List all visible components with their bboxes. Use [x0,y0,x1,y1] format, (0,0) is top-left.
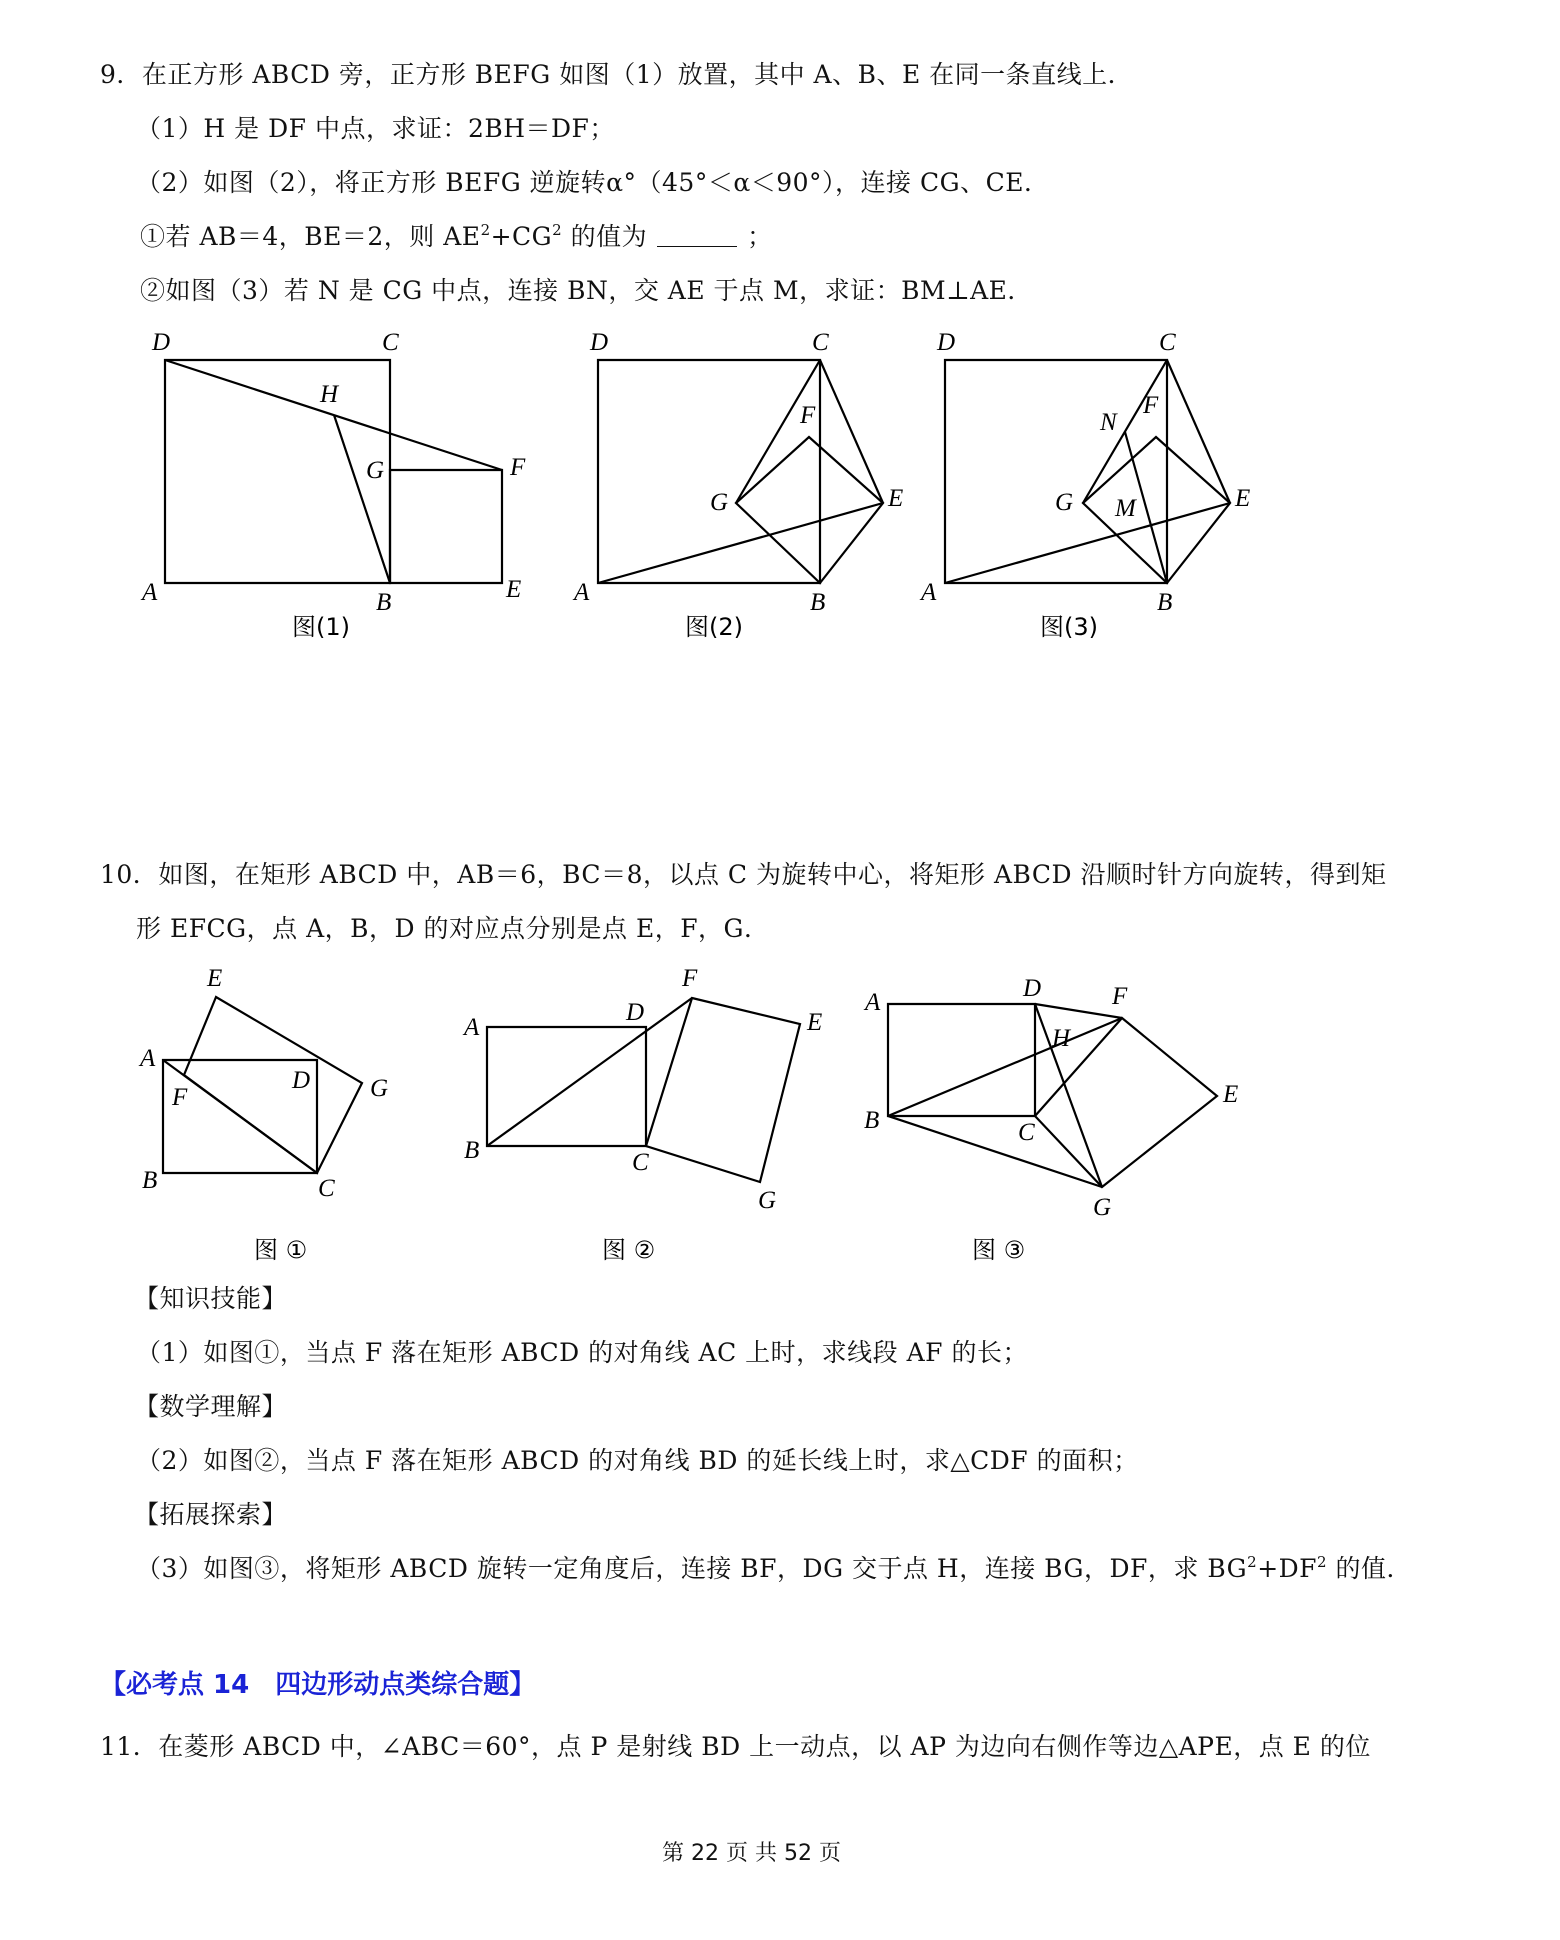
square-befg [390,470,502,583]
q9-part2a [140,222,773,252]
q9-number: 9． [100,60,142,89]
label-f: F [800,402,816,429]
page-footer: 第 22 页 共 52 页 [662,1841,841,1866]
square-abcd [945,360,1167,583]
segment-ce [820,360,883,503]
caption-fig3: 图 ③ [972,1236,1026,1264]
label-b: B [142,1167,158,1194]
label-d: D [590,329,609,356]
label-g: G [1055,489,1074,516]
segment-df [1035,1004,1122,1018]
label-m: M [1115,495,1136,522]
label-g: G [710,489,729,516]
label-h: H [320,381,339,408]
label-d: D [292,1067,311,1094]
label-d: D [937,329,956,356]
q9-part2b: ②如图（3）若 N 是 CG 中点，连接 BN，交 AE 于点 M，求证：BM⊥AE． [140,276,1033,305]
q10-part1: （1）如图①，当点 F 落在矩形 ABCD 的对角线 AC 上时，求线段 AF 的长； [136,1338,1028,1367]
segment-bf [888,1018,1122,1116]
q9-part1: （1）H 是 DF 中点，求证：2BH＝DF； [136,114,615,143]
answer-blank [657,224,737,247]
segment-ae [945,503,1230,583]
q9-stem-text: 在正方形 ABCD 旁，正方形 BEFG 如图（1）放置，其中 A、B、E 在同一条直线上． [141,60,1134,89]
label-e: E [807,1009,823,1036]
segment-cg [1083,360,1167,503]
label-d: D [626,999,645,1026]
q10-stem-text1: 如图，在矩形 ABCD 中，AB＝6，BC＝8，以点 C 为旋转中心，将矩形 ABCD 沿顺时针方向旋转，得到矩 [158,860,1387,889]
label-d: D [152,329,171,356]
label-g: G [370,1075,389,1102]
label-e: E [888,485,904,512]
label-c: C [632,1149,649,1176]
label-b: B [464,1137,480,1164]
q9-part2a-end: ； [747,222,773,251]
q10-figure-3 [860,960,1280,1280]
label-f: F [1112,983,1128,1010]
q9-figure-2 [560,320,960,650]
q9-stem [100,60,1133,90]
label-g: G [758,1187,777,1214]
rectangle-efcg [646,998,800,1182]
label-e: E [506,576,522,603]
q10-part3 [136,1554,1412,1584]
q10-tag-explore: 【拓展探索】 [134,1500,288,1529]
label-c: C [812,329,829,356]
q10-tag-understanding: 【数学理解】 [134,1392,288,1421]
q10-part2: （2）如图②，当点 F 落在矩形 ABCD 的对角线 BD 的延长线上时，求△CDF 的面积； [136,1446,1139,1475]
diagonal-bd [487,998,692,1146]
q10-sup-1: 2 [1247,1553,1258,1571]
square-abcd [598,360,820,583]
label-f: F [172,1084,188,1111]
label-a: A [574,579,590,606]
label-c: C [382,329,399,356]
rectangle-efcg [184,997,362,1173]
label-f: F [510,454,526,481]
q11-stem: 11．在菱形 ABCD 中，∠ABC＝60°，点 P 是射线 BD 上一动点，以 AP 为边向右侧作等边△APE，点 E 的位 [100,1732,1371,1761]
caption-fig1: 图(1) [292,613,350,641]
label-a: A [865,989,881,1016]
label-a: A [464,1014,480,1041]
q10-stem-line1 [100,860,1386,890]
q9-part2a-pre: ①若 AB＝4，BE＝2，则 AE [140,222,481,251]
q9-part2a-post: 的值为 [562,222,648,251]
q10-figure-2 [460,960,840,1280]
label-e: E [1235,485,1251,512]
q9-part2a-mid: +CG [490,222,553,251]
label-n: N [1100,409,1117,436]
label-f: F [1143,392,1159,419]
q10-part3-pre: （3）如图③，将矩形 ABCD 旋转一定角度后，连接 BF，DG 交于点 H，连接 BG，DF，求 BG [136,1554,1248,1583]
label-g: G [366,457,385,484]
label-c: C [1018,1119,1035,1146]
rectangle-abcd [888,1004,1035,1116]
label-e: E [1223,1081,1239,1108]
q9-part2: （2）如图（2），将正方形 BEFG 逆旋转α°（45°＜α＜90°），连接 CG、CE． [136,168,1050,197]
q9-figure-3 [905,320,1305,650]
label-c: C [1159,329,1176,356]
section-heading: 【必考点 14 四边形动点类综合题】 [100,1670,536,1700]
label-b: B [1157,589,1173,616]
caption-fig2: 图 ② [602,1236,656,1264]
label-e: E [207,965,223,992]
segment-cg [736,360,820,503]
q10-figure-1 [130,960,430,1280]
q10-sup-2: 2 [1317,1553,1328,1571]
q10-tag-knowledge: 【知识技能】 [134,1284,288,1313]
q9-sup-1: 2 [480,221,491,239]
q9-sup-2: 2 [552,221,563,239]
caption-fig3: 图(3) [1040,613,1098,641]
label-b: B [376,589,392,616]
label-d: D [1023,975,1042,1002]
segment-bh [334,415,390,583]
q9-figure-1 [120,320,540,650]
caption-fig2: 图(2) [685,613,743,641]
square-abcd [165,360,390,583]
segment-ce [1167,360,1230,503]
segment-ae [598,503,883,583]
q10-stem-line2: 形 EFCG，点 A，B，D 的对应点分别是点 E，F，G． [136,914,770,943]
label-b: B [864,1107,880,1134]
q10-part3-mid: +DF [1257,1554,1318,1583]
label-a: A [140,1045,156,1072]
caption-fig1: 图 ① [254,1236,308,1264]
label-a: A [142,579,158,606]
label-g: G [1093,1194,1112,1221]
label-a: A [921,579,937,606]
label-h: H [1052,1025,1071,1052]
label-f: F [682,965,698,992]
q10-part3-post: 的值． [1327,1554,1413,1583]
label-c: C [318,1175,335,1202]
q10-number: 10． [100,860,159,889]
segment-df [165,360,502,470]
label-b: B [810,589,826,616]
